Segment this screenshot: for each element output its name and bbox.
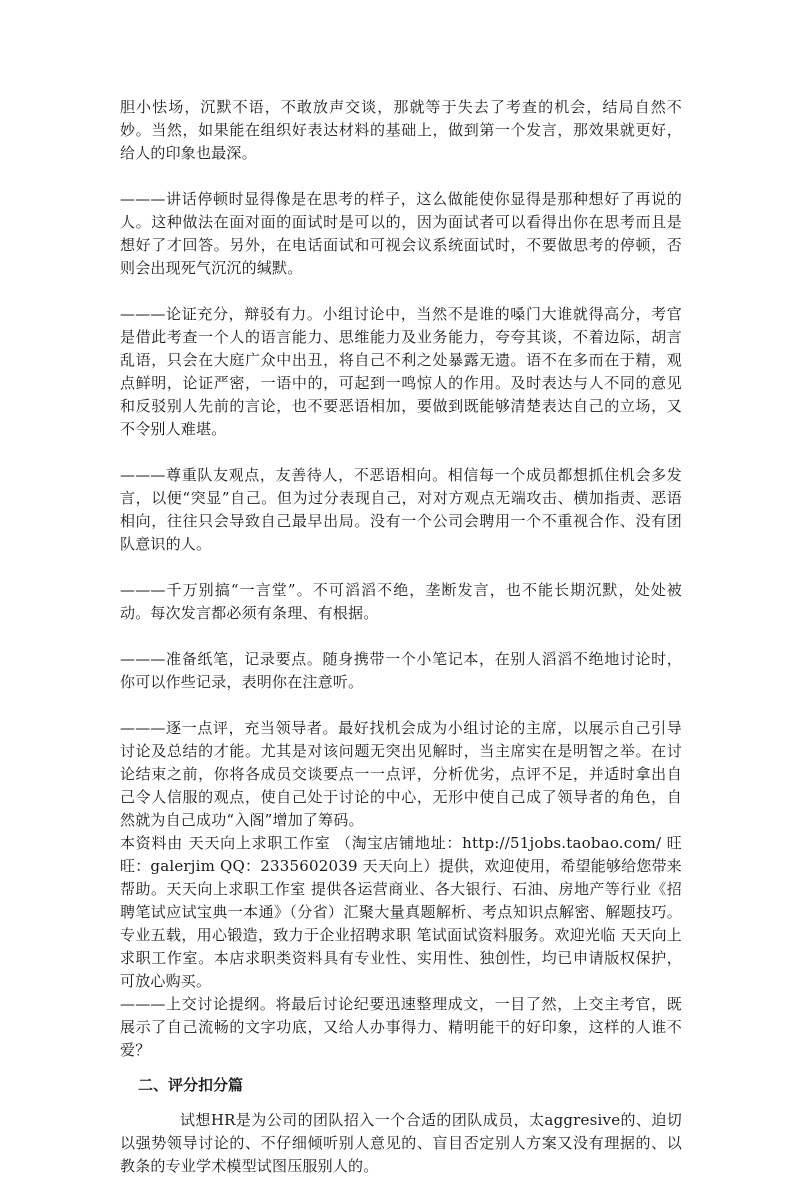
paragraph-respect-teammates: ———尊重队友观点，友善待人，不恶语相向。相信每一个成员都想抓住机会多发言，以便“突显”自己。但为过分表现自己，对对方观点无端攻击、横加指责、恶语相向，往往只会导致自己最早出局。没有一个公司会聘用一个不重视合作、没有团队意识的人。 [120, 466, 682, 553]
paragraph-speak-first: 胆小怯场，沉默不语，不敢放声交谈，那就等于失去了考查的机会，结局自然不妙。当然，如果能在组织好表达材料的基础上，做到第一个发言，那效果就更好，给人的印象也最深。 [120, 98, 682, 162]
section-heading: 二、评分扣分篇 [138, 1076, 244, 1094]
paragraph-no-monologue: ———千万别搞“一言堂”。不可滔滔不绝，垄断发言，也不能长期沉默，处处被动。每次发言都必须有条理、有根据。 [120, 581, 682, 622]
document-body [120, 96, 682, 1178]
paragraph-source-notice: 本资料由 天天向上求职工作室 （淘宝店铺地址：http://51jobs.taobao.com/ 旺旺：galerjim QQ：2335602039 天天向上）提供，欢迎使用，希望能够给您带来帮助。天天向上求职工作室 提供各运营商业、各大银行、石油、房地产等行业《招聘笔试应试宝典一本通》（分省）汇聚大量真题解析、考点知识点解密、解题技巧。专业五载，用心锻造，致力于企业招聘求职 笔试面试资料服务。欢迎光临 天天向上求职工作室。本店求职类资料具有专业性、实用性、独创性，均已申请版权保护，可放心购买。 [120, 834, 682, 990]
paragraph-pause-thinking: ———讲话停顿时显得像是在思考的样子，这么做能使你显得是那种想好了再说的人。这种做法在面对面的面试时是可以的，因为面试者可以看得出你在思考而且是想好了才回答。另外，在电话面试和可视会议系统面试时，不要做思考的停顿，否则会出现死气沉沉的缄默。 [120, 190, 682, 277]
paragraph-submit-outline: ———上交讨论提纲。将最后讨论纪要迅速整理成文，一目了然，上交主考官，既展示了自己流畅的文字功底，又给人办事得力、精明能干的好印象，这样的人谁不爱？ [120, 995, 682, 1059]
paragraph-act-as-leader: ———逐一点评，充当领导者。最好找机会成为小组讨论的主席，以展示自己引导讨论及总结的才能。尤其是对该问题无突出见解时，当主席实在是明智之举。在讨论结束之前，你将各成员交谈要点一一点评，分析优劣，点评不足，并适时拿出自己令人信服的观点，使自己处于讨论的中心，无形中使自己成了领导者的角色，自然就为自己成功“入阁”增加了筹码。 [120, 719, 682, 829]
paragraph-take-notes: ———准备纸笔，记录要点。随身携带一个小笔记本，在别人滔滔不绝地讨论时，你可以作些记录，表明你在注意听。 [120, 650, 682, 691]
paragraph-scoring-intro: 试想HR是为公司的团队招入一个合适的团队成员，太aggresive的、迫切以强势领导讨论的、不仔细倾听别人意见的、盲目否定别人方案又没有理据的、以教条的专业学术模型试图压服别人的。 [120, 1111, 682, 1175]
paragraph-argue-well: ———论证充分，辩驳有力。小组讨论中，当然不是谁的嗓门大谁就得高分，考官是借此考查一个人的语言能力、思维能力及业务能力，夸夸其谈，不着边际，胡言乱语，只会在大庭广众中出丑，将自己不利之处暴露无遗。语不在多而在于精，观点鲜明，论证严密，一语中的，可起到一鸣惊人的作用。及时表达与人不同的意见和反驳别人先前的言论，也不要恶语相加，要做到既能够清楚表达自己的立场，又不令别人难堪。 [120, 305, 682, 438]
